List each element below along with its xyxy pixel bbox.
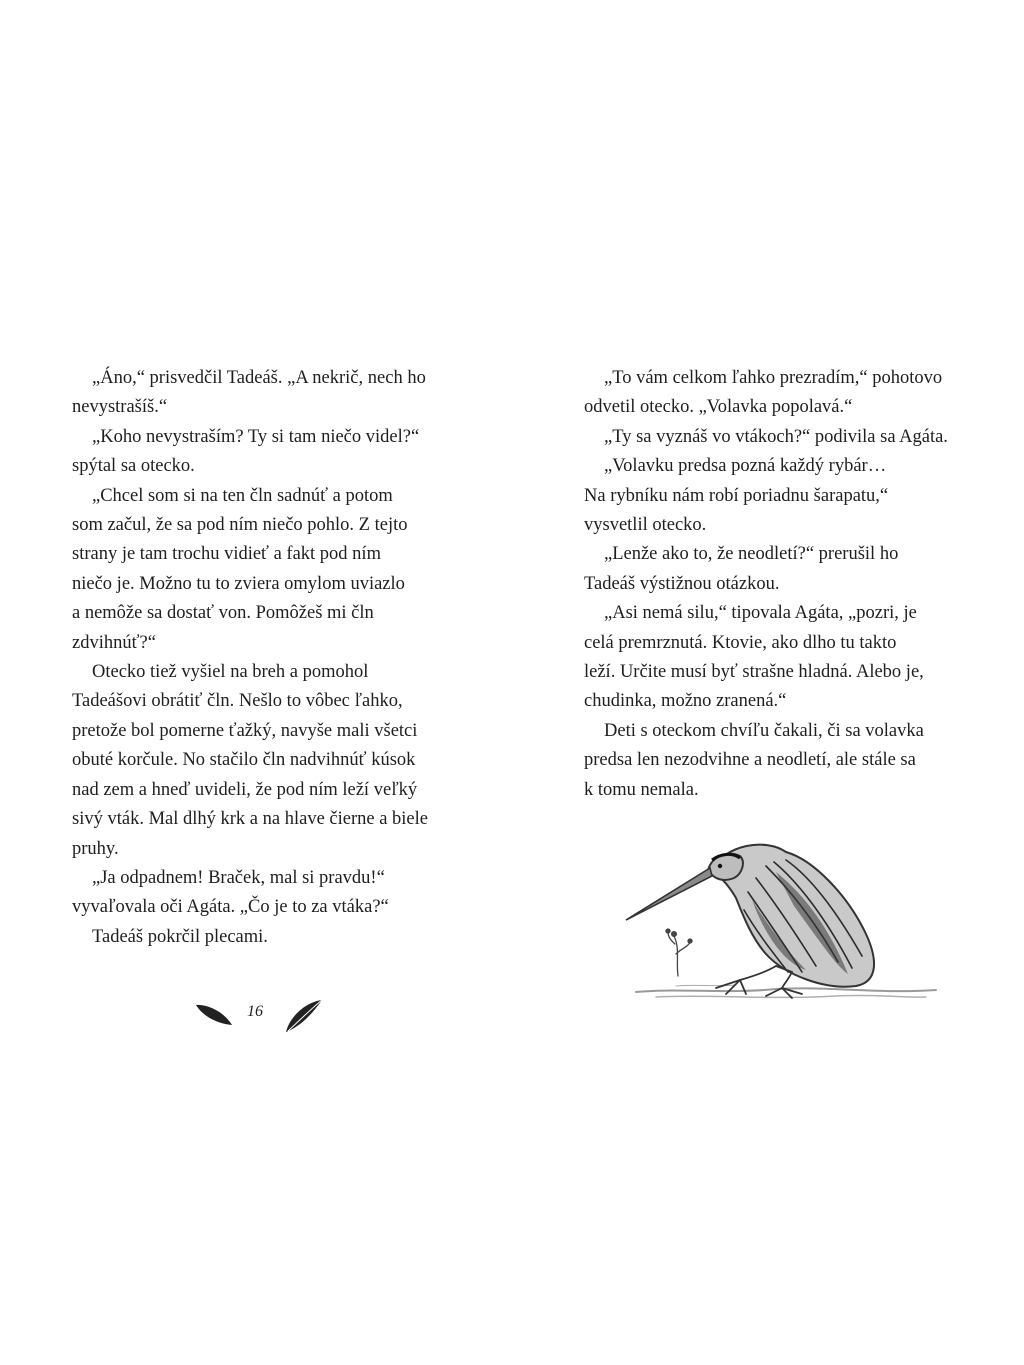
left-column-text-line: „Áno,“ prisvedčil Tadeáš. „A nekrič, nech ho — [92, 368, 426, 388]
right-column-text-line: „Volavku predsa pozná každý rybár… — [604, 456, 887, 477]
left-column-text-line: som začul, že sa pod ním niečo pohlo. Z tejto — [72, 515, 408, 536]
right-column-text-line: „Lenže ako to, že neodletí?“ prerušil ho — [604, 544, 899, 565]
left-column-text-line: obuté korčule. No stačilo čln nadvihnúť kúsok — [72, 750, 416, 771]
right-column-text-line: predsa len nezodvihne a neodletí, ale stále sa — [584, 750, 916, 771]
right-column-text-line: Tadeáš výstižnou otázkou. — [584, 573, 780, 594]
left-column-text-line: spýtal sa otecko. — [72, 456, 195, 477]
right-column-text-line: „Ty sa vyznáš vo vtákoch?“ podivila sa Agáta. — [604, 426, 948, 447]
right-text-column — [584, 364, 954, 805]
left-column-text-line: zdvihnúť?“ — [72, 632, 156, 653]
right-column-text-line: „To vám celkom ľahko prezradím,“ pohotovo — [604, 368, 943, 388]
left-column-text-line: Tadeáš pokrčil plecami. — [92, 926, 268, 947]
left-column-text-line: pretože bol pomerne ťažký, navyše mali všetci — [72, 720, 418, 741]
left-column-text-line: nevystrašíš.“ — [72, 397, 168, 418]
right-column-text-line: leží. Určite musí byť strašne hladná. Alebo je, — [584, 662, 924, 683]
left-column-text-line: „Koho nevystraším? Ty si tam niečo videl?“ — [92, 426, 420, 447]
right-leaf-ornament-icon — [282, 998, 326, 1034]
right-column-text-line: odvetil otecko. „Volavka popolavá.“ — [584, 397, 853, 418]
right-column-text-line: Deti s oteckom chvíľu čakali, či sa volavka — [604, 720, 924, 741]
heron-illustration-icon — [616, 826, 946, 1016]
left-leaf-ornament-icon — [194, 1002, 234, 1028]
right-column-text-line: chudinka, možno zranená.“ — [584, 691, 787, 712]
left-column-text-line: a nemôže sa dostať von. Pomôžeš mi čln — [72, 603, 374, 624]
left-column-text-line: „Ja odpadnem! Braček, mal si pravdu!“ — [92, 867, 385, 888]
left-column-text-line: nad zem a hneď uvideli, že pod ním leží veľký — [72, 779, 418, 800]
right-column-text-line: k tomu nemala. — [584, 779, 699, 800]
right-column-text-line: Na rybníku nám robí poriadnu šarapatu,“ — [584, 485, 889, 506]
left-text-column — [72, 364, 442, 952]
page-footer — [190, 996, 330, 1036]
right-column-text-line: „Asi nemá silu,“ tipovala Agáta, „pozri, je — [604, 603, 917, 624]
left-column-text-line: niečo je. Možno tu to zviera omylom uviazlo — [72, 573, 405, 594]
left-column-text-line: Tadeášovi obrátiť čln. Nešlo to vôbec ľahko, — [72, 691, 403, 712]
left-column-text-line: strany je tam trochu vidieť a fakt pod ním — [72, 544, 381, 565]
right-column-text-line: vysvetlil otecko. — [584, 515, 707, 536]
right-column-text-line: celá premrznutá. Ktovie, ako dlho tu takto — [584, 632, 897, 653]
left-column-text-line: „Chcel som si na ten čln sadnúť a potom — [92, 485, 393, 506]
left-column-text-line: pruhy. — [72, 838, 119, 859]
left-column-text-line: sivý vták. Mal dlhý krk a na hlave čierne a biele — [72, 809, 428, 830]
left-column-text-line: vyvaľovala oči Agáta. „Čo je to za vtáka?“ — [72, 897, 389, 918]
page-number: 16 — [247, 1003, 263, 1020]
left-column-text-line: Otecko tiež vyšiel na breh a pomohol — [92, 662, 369, 683]
